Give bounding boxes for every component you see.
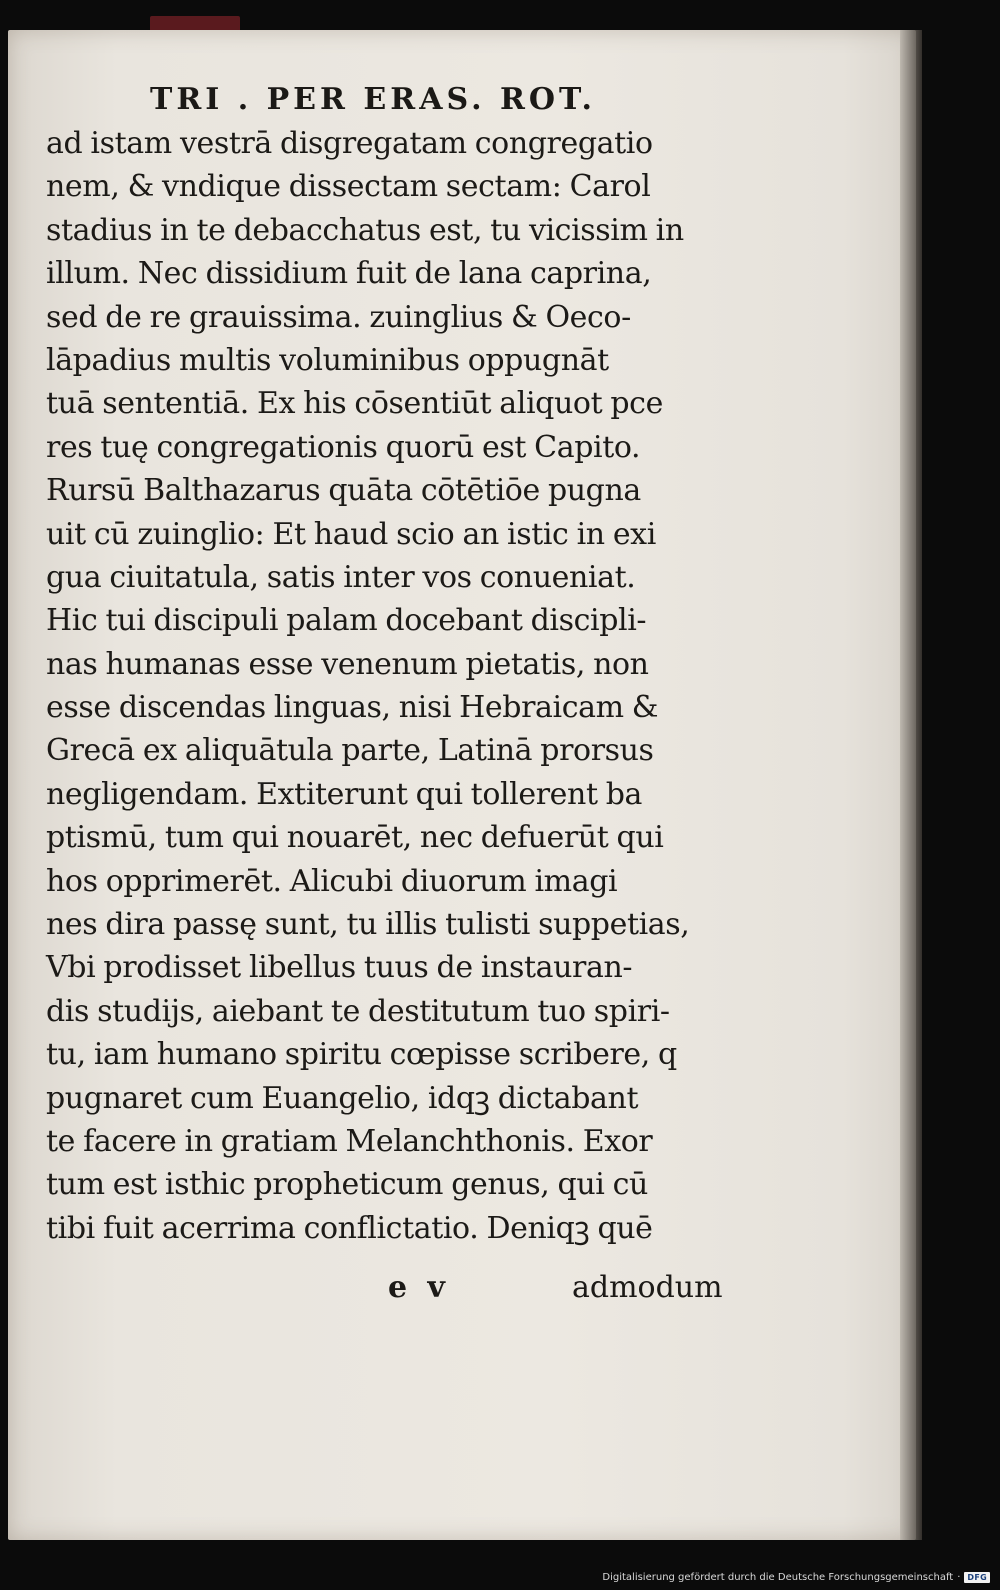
text-line: negligendam. Extiterunt qui tollerent ba [46, 776, 643, 812]
text-line: stadius in te debacchatus est, tu vicissim in [46, 212, 684, 248]
text-line: nas humanas esse venenum pietatis, non [46, 646, 649, 682]
signature-mark: e v [388, 1270, 445, 1305]
text-line: tuā sententiā. Ex his cōsentiūt aliquot pce [46, 386, 663, 422]
text-line: Rursū Balthazarus quāta cōtētiōe pugna [46, 473, 641, 509]
footer-bar [602, 1572, 990, 1583]
text-line: sed de re grauissima. zuinglius & Oeco- [46, 299, 631, 335]
text-line: nem, & vndique dissectam sectam: Carol [46, 169, 651, 205]
text-line: ad istam vestrā disgregatam congregatio [46, 126, 653, 161]
text-line: esse discendas linguas, nisi Hebraicam & [46, 690, 659, 726]
text-line: Hic tui discipuli palam docebant discipli- [46, 603, 647, 639]
text-line: tibi fuit acerrima conflictatio. Deniqꝫ quē [46, 1210, 653, 1246]
text-line: res tuę congregationis quorū est Capito. [46, 429, 641, 465]
dfg-logo-icon: DFG [964, 1572, 990, 1583]
text-line: gua ciuitatula, satis inter vos conueniat. [46, 559, 636, 595]
text-line: Grecā ex aliquātula parte, Latinā prorsus [46, 733, 654, 769]
text-line: dis studijs, aiebant te destitutum tuo spiri- [46, 993, 670, 1029]
text-line: te facere in gratiam Melanchthonis. Exor [46, 1123, 653, 1159]
text-line: nes dira passę sunt, tu illis tulisti suppetias, [46, 907, 690, 943]
credit-separator: · [957, 1572, 961, 1583]
text-line: hos opprimerēt. Alicubi diuorum imagi [46, 863, 618, 899]
text-line: Vbi prodisset libellus tuus de instauran- [46, 950, 633, 986]
body-text [46, 122, 756, 1250]
text-line: tu, iam humano spiritu cœpisse scribere, q [46, 1037, 677, 1073]
text-line: illum. Nec dissidium fuit de lana caprina, [46, 256, 652, 292]
running-head: TRI . PER ERAS. ROT. [150, 82, 596, 117]
text-line: pugnaret cum Euangelio, idqꝫ dictabant [46, 1080, 639, 1116]
text-line: ptismū, tum qui nouarēt, nec defuerūt qui [46, 820, 664, 856]
page-edge-shadow [900, 30, 922, 1540]
text-line: uit cū zuinglio: Et haud scio an istic in exi [46, 516, 656, 552]
funding-credit: Digitalisierung gefördert durch die Deutsche Forschungsgemeinschaft [602, 1572, 954, 1583]
catchword: admodum [572, 1270, 723, 1305]
text-line: tum est isthic propheticum genus, qui cū [46, 1167, 648, 1203]
text-line: lāpadius multis voluminibus oppugnāt [46, 342, 609, 378]
